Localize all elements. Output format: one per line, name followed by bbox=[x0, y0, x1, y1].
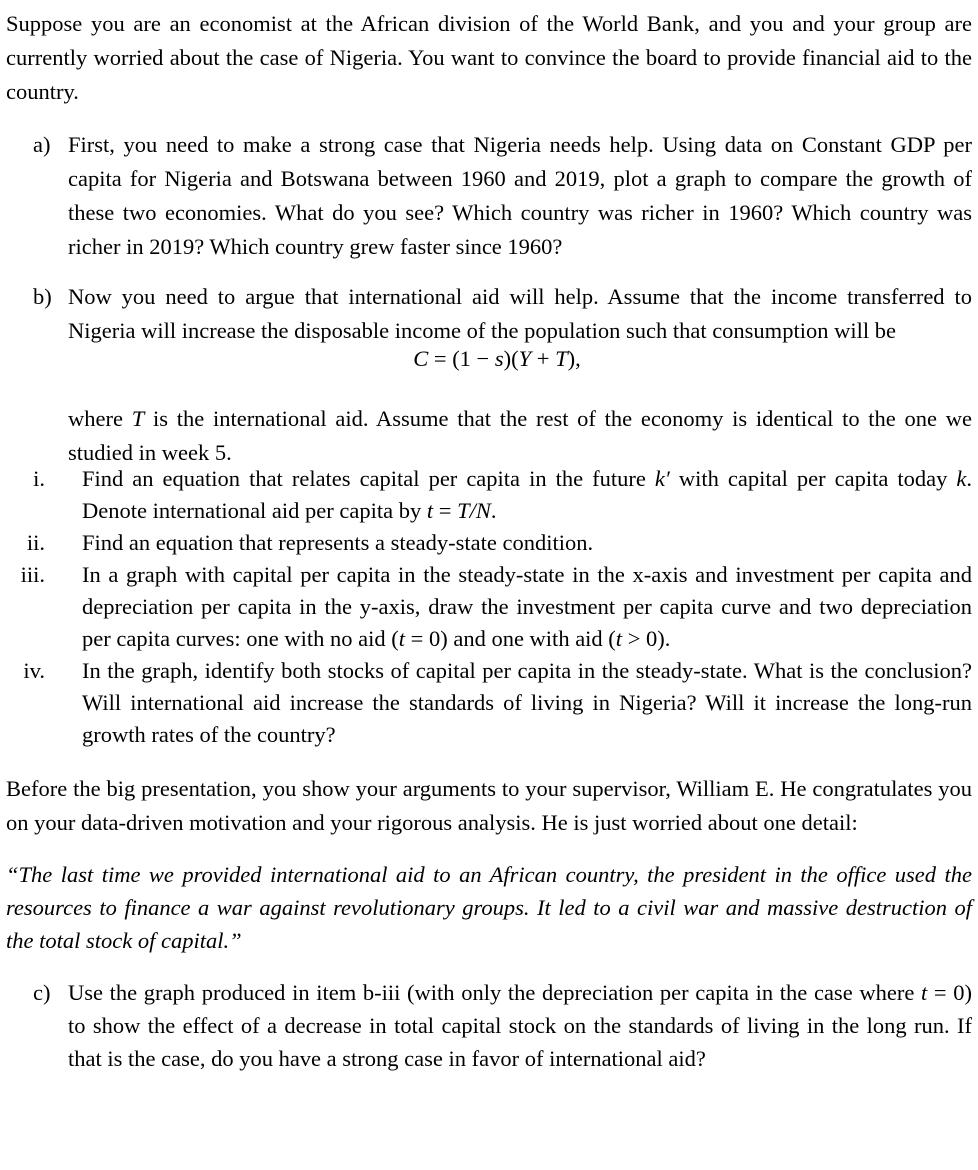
sublist-item-iii-text: In a graph with capital per capita in the steady-state in the x-axis and investment per capita and depreciation per capita in the y-axis, draw the investment per capita curve and two depreciation per capita curves: one with no aid (t = 0) and one with aid (t > 0). bbox=[82, 562, 972, 651]
list-item-c-text: Use the graph produced in item b-iii (with only the depreciation per capita in the case where t = 0) to show the effect of a decrease in total capital stock on the standards of living in the long run. If that is the case, do you have a strong case in favor of international aid? bbox=[68, 980, 972, 1071]
sublist-item-i bbox=[6, 463, 972, 527]
list-item-b-continuation: where T is the international aid. Assume that the rest of the economy is identical to the one we studied in week 5. bbox=[68, 406, 972, 465]
sublist-item-ii bbox=[6, 527, 972, 559]
sublist-item-iii-marker: iii. bbox=[20, 562, 45, 587]
list-item-c-marker: c) bbox=[33, 980, 51, 1005]
list-item-b-text: Now you need to argue that international aid will help. Assume that the income transferred to Nigeria will increase the disposable income of the population such that consumption will be bbox=[68, 284, 972, 343]
list-item-b-body bbox=[68, 280, 972, 470]
supervisor-paragraph: Before the big presentation, you show your arguments to your supervisor, William E. He congratulates you on your data-driven motivation and your rigorous analysis. He is just worried about one detail: bbox=[6, 776, 972, 835]
sublist-item-iv bbox=[6, 655, 972, 751]
list-item-a-body bbox=[68, 128, 972, 264]
sublist-item-ii-text: Find an equation that represents a steady-state condition. bbox=[82, 530, 594, 555]
consumption-formula: C = (1 − s)(Y + T), bbox=[413, 346, 581, 371]
list-item-a bbox=[6, 128, 972, 264]
supervisor-quote: “The last time we provided international aid to an African country, the president in the office used the resources to finance a war against revolutionary groups. It led to a civil war and massive destruction of the total stock of capital.” bbox=[6, 862, 972, 953]
sublist-item-iv-text: In the graph, identify both stocks of capital per capita in the steady-state. What is the conclusion? Will international aid increase the standards of living in Nigeria? Will it increase the long-run growth rates of the country? bbox=[82, 658, 972, 747]
list-item-a-marker: a) bbox=[33, 132, 51, 157]
sublist-item-iii bbox=[6, 559, 972, 655]
sublist-item-i-text: Find an equation that relates capital per capita in the future k′ with capital per capita today k. Denote international aid per capita by t = T/N. bbox=[82, 466, 972, 523]
sublist-item-i-marker: i. bbox=[33, 466, 45, 491]
list-item-b bbox=[6, 280, 972, 470]
roman-sublist bbox=[6, 463, 972, 751]
list-item-b-marker: b) bbox=[33, 284, 52, 309]
intro-paragraph: Suppose you are an economist at the African division of the World Bank, and you and your group are currently worried about the case of Nigeria. You want to convince the board to provide financial aid to the country. bbox=[6, 11, 972, 104]
list-item-a-text: First, you need to make a strong case that Nigeria needs help. Using data on Constant GDP per capita for Nigeria and Botswana between 1960 and 2019, plot a graph to compare the growth of these two economies. What do you see? Which country was richer in 1960? Which country was richer in 2019? Which country grew faster since 1960? bbox=[68, 132, 972, 259]
sublist-item-iv-marker: iv. bbox=[23, 658, 45, 683]
sublist-item-ii-marker: ii. bbox=[26, 530, 45, 555]
list-item-c bbox=[6, 976, 972, 1075]
list-item-c-body bbox=[68, 976, 972, 1075]
